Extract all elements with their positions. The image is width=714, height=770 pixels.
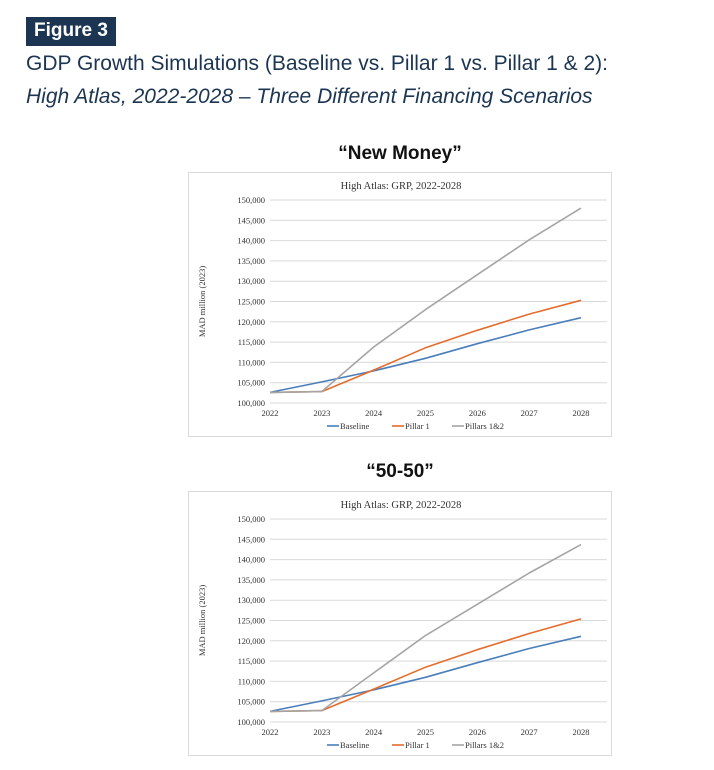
- y-tick-label: 110,000: [237, 357, 265, 368]
- chart-new-money: [188, 172, 612, 437]
- y-tick-label: 140,000: [237, 554, 265, 565]
- scenario-label-50-50: “50-50”: [366, 461, 434, 482]
- x-tick-label: 2023: [313, 727, 331, 737]
- y-tick-label: 140,000: [237, 235, 265, 246]
- scenario-label-new-money: “New Money”: [338, 143, 462, 164]
- series-line-pillar-1: [270, 300, 581, 392]
- x-tick-label: 2024: [365, 727, 383, 737]
- legend-label-pillar-1: Pillar 1: [405, 421, 430, 431]
- x-tick-label: 2025: [417, 727, 434, 737]
- legend-label-baseline: Baseline: [340, 740, 370, 750]
- y-tick-label: 100,000: [237, 717, 265, 727]
- y-axis-label: MAD million (2023): [197, 584, 207, 657]
- series-line-pillars-1-2: [270, 208, 581, 392]
- y-tick-label: 150,000: [237, 514, 265, 524]
- chart-50-50-svg: [189, 492, 613, 757]
- x-tick-label: 2025: [417, 408, 434, 418]
- x-tick-label: 2024: [365, 408, 383, 418]
- x-tick-label: 2023: [313, 408, 331, 418]
- x-tick-label: 2026: [468, 408, 486, 418]
- y-tick-label: 115,000: [237, 656, 265, 667]
- y-tick-label: 145,000: [237, 534, 265, 545]
- y-tick-label: 135,000: [237, 255, 265, 266]
- figure-title: GDP Growth Simulations (Baseline vs. Pillar 1 vs. Pillar 1 & 2):: [26, 52, 608, 75]
- x-tick-label: 2028: [572, 727, 590, 737]
- series-line-pillar-1: [270, 619, 581, 712]
- y-tick-label: 145,000: [237, 215, 265, 226]
- series-line-baseline: [270, 636, 581, 711]
- legend-label-pillars-1-2: Pillars 1&2: [465, 740, 504, 750]
- legend-label-baseline: Baseline: [340, 421, 370, 431]
- chart-title: High Atlas: GRP, 2022-2028: [340, 181, 462, 192]
- y-tick-label: 120,000: [237, 316, 265, 327]
- x-tick-label: 2026: [468, 727, 486, 737]
- x-tick-label: 2027: [520, 408, 538, 418]
- x-tick-label: 2022: [261, 727, 279, 737]
- series-line-pillars-1-2: [270, 545, 581, 712]
- y-tick-label: 105,000: [237, 696, 265, 707]
- figure-badge: Figure 3: [26, 17, 116, 46]
- figure-subtitle: High Atlas, 2022-2028 – Three Different Financing Scenarios: [26, 85, 593, 108]
- y-tick-label: 110,000: [237, 676, 265, 687]
- legend-label-pillars-1-2: Pillars 1&2: [465, 421, 504, 431]
- y-tick-label: 130,000: [237, 276, 265, 287]
- y-axis-label: MAD million (2023): [197, 265, 207, 338]
- y-tick-label: 105,000: [237, 377, 265, 388]
- x-tick-label: 2022: [261, 408, 279, 418]
- chart-new-money-svg: [189, 173, 613, 438]
- y-tick-label: 125,000: [237, 296, 265, 307]
- y-tick-label: 115,000: [237, 337, 265, 348]
- chart-50-50: [188, 491, 612, 756]
- x-tick-label: 2028: [572, 408, 590, 418]
- y-tick-label: 150,000: [237, 195, 265, 205]
- y-tick-label: 130,000: [237, 595, 265, 606]
- y-tick-label: 100,000: [237, 398, 265, 408]
- series-line-baseline: [270, 318, 581, 393]
- y-tick-label: 120,000: [237, 635, 265, 646]
- legend-label-pillar-1: Pillar 1: [405, 740, 430, 750]
- y-tick-label: 135,000: [237, 574, 265, 585]
- y-tick-label: 125,000: [237, 615, 265, 626]
- chart-title: High Atlas: GRP, 2022-2028: [340, 500, 462, 511]
- x-tick-label: 2027: [520, 727, 538, 737]
